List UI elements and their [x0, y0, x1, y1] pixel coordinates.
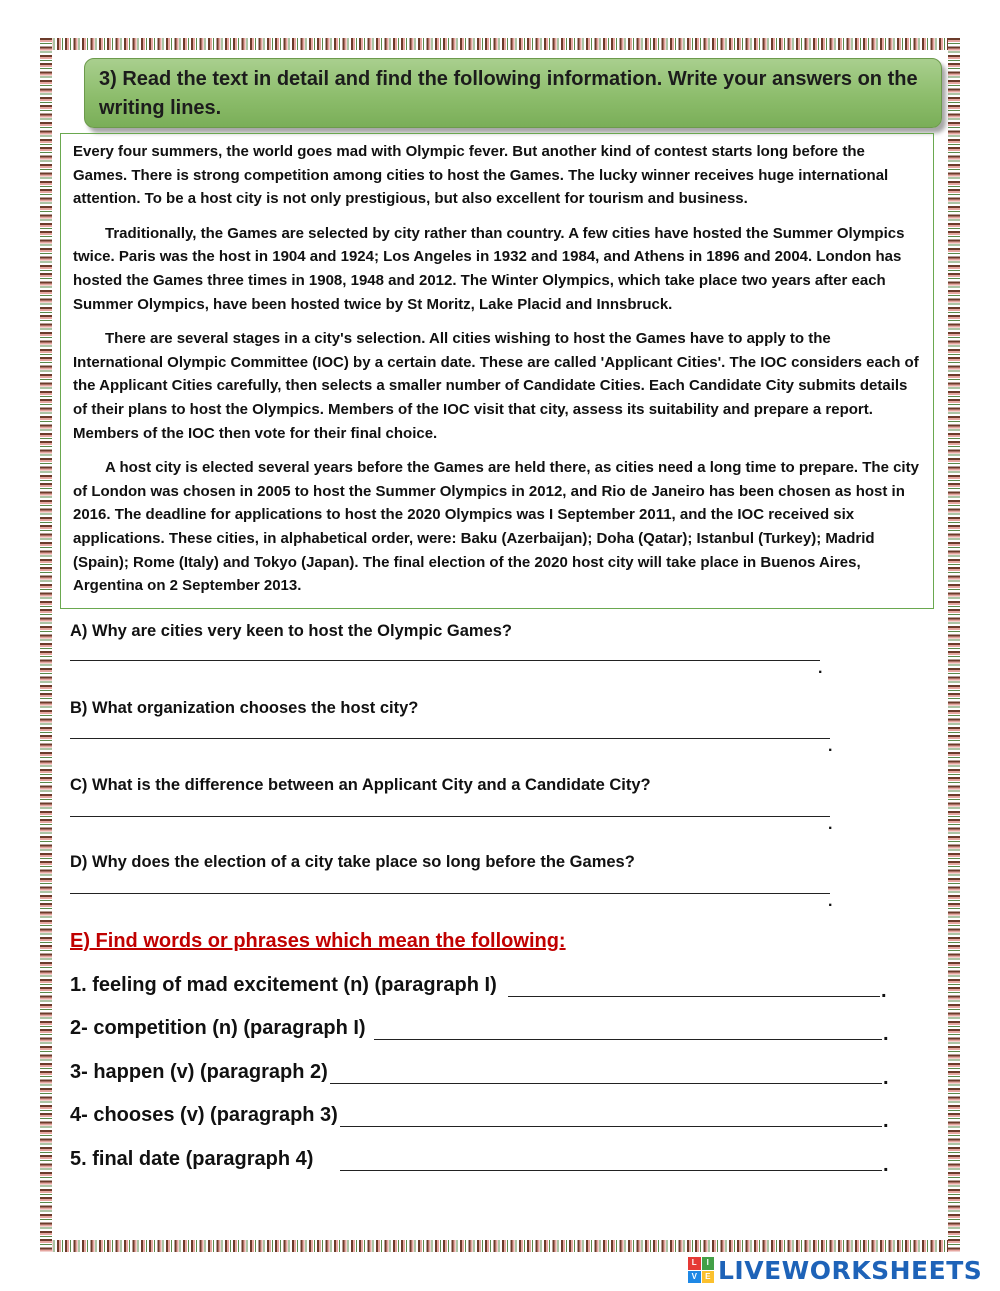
- vocab-line-end-4: .: [883, 1110, 889, 1132]
- vocab-item-5: 5. final date (paragraph 4): [70, 1148, 314, 1170]
- paragraph-1: Every four summers, the world goes mad with Olympic fever. But another kind of contest starts long before the Games. There is strong competition among cities to host the Games. The lucky winner receives huge international attention. To be a host city is not only prestigious, but also excellent for tourism and business.: [73, 143, 889, 208]
- vocab-answer-line-4[interactable]: [340, 1126, 882, 1127]
- vocab-answer-line-2[interactable]: [374, 1039, 882, 1040]
- question-b: B) What organization chooses the host city?: [70, 699, 419, 717]
- vocab-answer-line-1[interactable]: [508, 996, 880, 997]
- question-c: C) What is the difference between an Applicant City and a Candidate City?: [70, 776, 651, 794]
- line-end-a: .: [818, 660, 823, 677]
- vocab-line-end-3: .: [883, 1067, 889, 1089]
- line-end-c: .: [828, 816, 833, 833]
- liveworksheets-logo-text: LIVEWORKSHEETS: [718, 1255, 983, 1285]
- vocab-line-end-1: .: [881, 980, 887, 1002]
- paragraph-3: There are several stages in a city's selection. All cities wishing to host the Games have to apply to the International Olympic Committee (IOC) by a certain date. These are called 'Applicant Cities'. The IOC considers each of the Applicant Cities carefully, then selects a smaller number of Candidate Cities. Each Candidate City submits details of their plans to host the Olympics. Members of the IOC visit that city, assess its suitability and prepare a report. Members of the IOC then vote for their final choice.: [73, 330, 919, 442]
- decorative-border-left: [40, 38, 52, 1252]
- instruction-text: 3) Read the text in detail and find the following information. Write your answers on the writing lines.: [99, 68, 918, 119]
- question-d: D) Why does the election of a city take place so long before the Games?: [70, 853, 635, 871]
- vocab-item-2: 2- competition (n) (paragraph I): [70, 1017, 366, 1039]
- answer-line-a[interactable]: [70, 660, 820, 661]
- paragraph-2: Traditionally, the Games are selected by city rather than country. A few cities have hosted the Summer Olympics twice. Paris was the host in 1904 and 1924; Los Angeles in 1932 and 1984, and Athens in 1896 and 2004. London has hosted the Games three times in 1908, 1948 and 2012. The Winter Olympics, which take place two years after each Summer Olympics, have been hosted twice by St Moritz, Lake Placid and Innsbruck.: [73, 224, 905, 313]
- line-end-b: .: [828, 738, 833, 755]
- vocab-answer-line-3[interactable]: [330, 1083, 882, 1084]
- liveworksheets-logo: [688, 1255, 982, 1285]
- reading-passage: [60, 133, 934, 609]
- decorative-border-right: [948, 38, 960, 1252]
- answer-line-b[interactable]: [70, 738, 830, 739]
- decorative-border-top: [40, 38, 960, 50]
- vocab-line-end-5: .: [883, 1154, 889, 1176]
- vocab-line-end-2: .: [883, 1023, 889, 1045]
- vocab-item-1: 1. feeling of mad excitement (n) (paragraph I): [70, 974, 497, 996]
- instruction-banner: [84, 58, 942, 128]
- paragraph-4: A host city is elected several years before the Games are held there, as cities need a long time to prepare. The city of London was chosen in 2005 to host the Summer Olympics in 2012, and Rio de Janeiro has been chosen as host in 2016. The deadline for applications to host the 2020 Olympics was I September 2011, and the IOC received six applications. These cities, in alphabetical order, were: Baku (Azerbaijan); Doha (Qatar); Istanbul (Turkey); Madrid (Spain); Rome (Italy) and Tokyo (Japan). The final election of the 2020 host city will take place in Buenos Aires, Argentina on 2 September 2013.: [73, 459, 919, 595]
- question-a: A) Why are cities very keen to host the Olympic Games?: [70, 622, 512, 640]
- decorative-border-bottom: [40, 1240, 960, 1252]
- vocab-answer-line-5[interactable]: [340, 1170, 882, 1171]
- vocab-item-4: 4- chooses (v) (paragraph 3): [70, 1104, 338, 1126]
- section-e-title: E) Find words or phrases which mean the following:: [70, 930, 566, 952]
- liveworksheets-logo-icon: L I V E: [688, 1257, 714, 1283]
- answer-line-c[interactable]: [70, 816, 830, 817]
- line-end-d: .: [828, 893, 833, 910]
- vocab-item-3: 3- happen (v) (paragraph 2): [70, 1061, 328, 1083]
- answer-line-d[interactable]: [70, 893, 830, 894]
